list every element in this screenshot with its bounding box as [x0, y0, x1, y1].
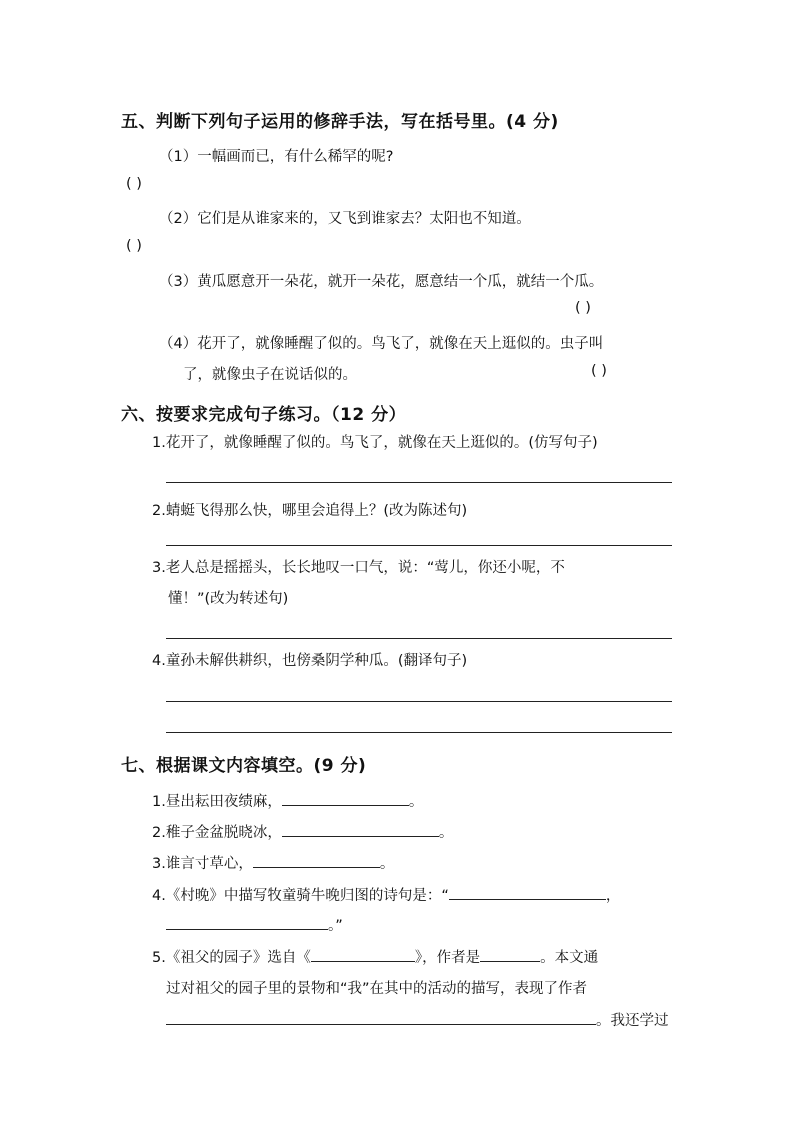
s7-item-4 — [152, 884, 620, 905]
s5-item-4: （4）花开了，就像睡醒了似的。鸟飞了，就像在天上逛似的。虫子叫 — [159, 336, 604, 352]
s7-item-1 — [152, 790, 423, 811]
s7-item-5-line2: 过对祖父的园子里的景物和“我”在其中的活动的描写，表现了作者 — [166, 981, 588, 997]
s7-item-1-text: 1.昼出耘田夜绩麻， — [152, 794, 282, 810]
s7-item-4-text: 4.《村晚》中描写牧童骑牛晚归图的诗句是：“ — [152, 888, 449, 904]
s7-item-4-line2 — [166, 914, 343, 935]
s7-item-2-blank[interactable] — [282, 821, 439, 837]
s5-item-3-answer[interactable]: ( ) — [575, 300, 591, 316]
s7-item-5-blank-book[interactable] — [311, 946, 415, 962]
s7-item-2-text: 2.稚子金盆脱晓冰， — [152, 825, 282, 841]
s6-item-4: 4.童孙未解供耕织，也傍桑阴学种瓜。(翻译句子) — [152, 653, 468, 669]
s7-item-4-end: 。” — [328, 918, 343, 934]
s6-item-3: 3.老人总是摇摇头，长长地叹一口气，说：“莺儿，你还小呢，不 — [152, 560, 565, 576]
s5-item-2: （2）它们是从谁家来的，又飞到谁家去？太阳也不知道。 — [159, 211, 531, 227]
s6-item-3-answer-line[interactable] — [166, 638, 672, 639]
s7-item-3 — [152, 852, 394, 873]
s7-item-5-text: 5.《祖父的园子》选自《 — [152, 950, 311, 966]
s6-item-1: 1.花开了，就像睡醒了似的。鸟飞了，就像在天上逛似的。(仿写句子) — [152, 435, 598, 451]
s5-item-1-answer[interactable]: ( ) — [126, 176, 142, 192]
s7-item-1-blank[interactable] — [282, 790, 409, 806]
s5-item-4-answer[interactable]: ( ) — [591, 363, 607, 379]
s5-item-1: （1）一幅画而已，有什么稀罕的呢? — [159, 149, 394, 165]
s7-item-1-end: 。 — [408, 794, 424, 810]
s6-item-4-answer-line-1[interactable] — [166, 701, 672, 702]
s7-item-5 — [152, 946, 598, 967]
s5-item-3: （3）黄瓜愿意开一朵花，就开一朵花，愿意结一个瓜，就结一个瓜。 — [159, 274, 604, 290]
s7-item-5-blank-author[interactable] — [480, 946, 540, 962]
section-7-heading: 七、根据课文内容填空。(9 分) — [121, 756, 367, 776]
s7-item-4-blank-1[interactable] — [449, 884, 606, 900]
s7-item-5-line3 — [166, 1009, 669, 1030]
s7-item-4-blank-2[interactable] — [166, 914, 328, 930]
s5-item-4-line2: 了，就像虫子在说话似的。 — [183, 367, 357, 383]
s7-item-3-text: 3.谁言寸草心， — [152, 856, 253, 872]
s7-item-3-blank[interactable] — [253, 852, 380, 868]
s6-item-2-answer-line[interactable] — [166, 545, 672, 546]
s7-item-3-end: 。 — [379, 856, 395, 872]
s6-item-3-line2: 懂！”(改为转述句) — [168, 591, 289, 607]
section-6-heading: 六、按要求完成句子练习。（12 分） — [121, 405, 407, 425]
s7-item-5-author-label: 》，作者是 — [414, 950, 481, 966]
s5-item-2-answer[interactable]: ( ) — [126, 238, 142, 254]
section-5-heading: 五、判断下列句子运用的修辞手法，写在括号里。(4 分) — [121, 112, 559, 132]
s7-item-2 — [152, 821, 453, 842]
s7-item-4-comma: ， — [605, 888, 621, 904]
s7-item-5-line3-tail: 。我还学过 — [596, 1013, 669, 1029]
s7-item-2-end: 。 — [438, 825, 454, 841]
s7-item-5-tail: 。本文通 — [540, 950, 599, 966]
s6-item-4-answer-line-2[interactable] — [166, 732, 672, 733]
s7-item-5-blank-theme[interactable] — [166, 1009, 596, 1025]
s6-item-2: 2.蜻蜓飞得那么快，哪里会追得上？(改为陈述句) — [152, 503, 468, 519]
s6-item-1-answer-line[interactable] — [166, 482, 672, 483]
